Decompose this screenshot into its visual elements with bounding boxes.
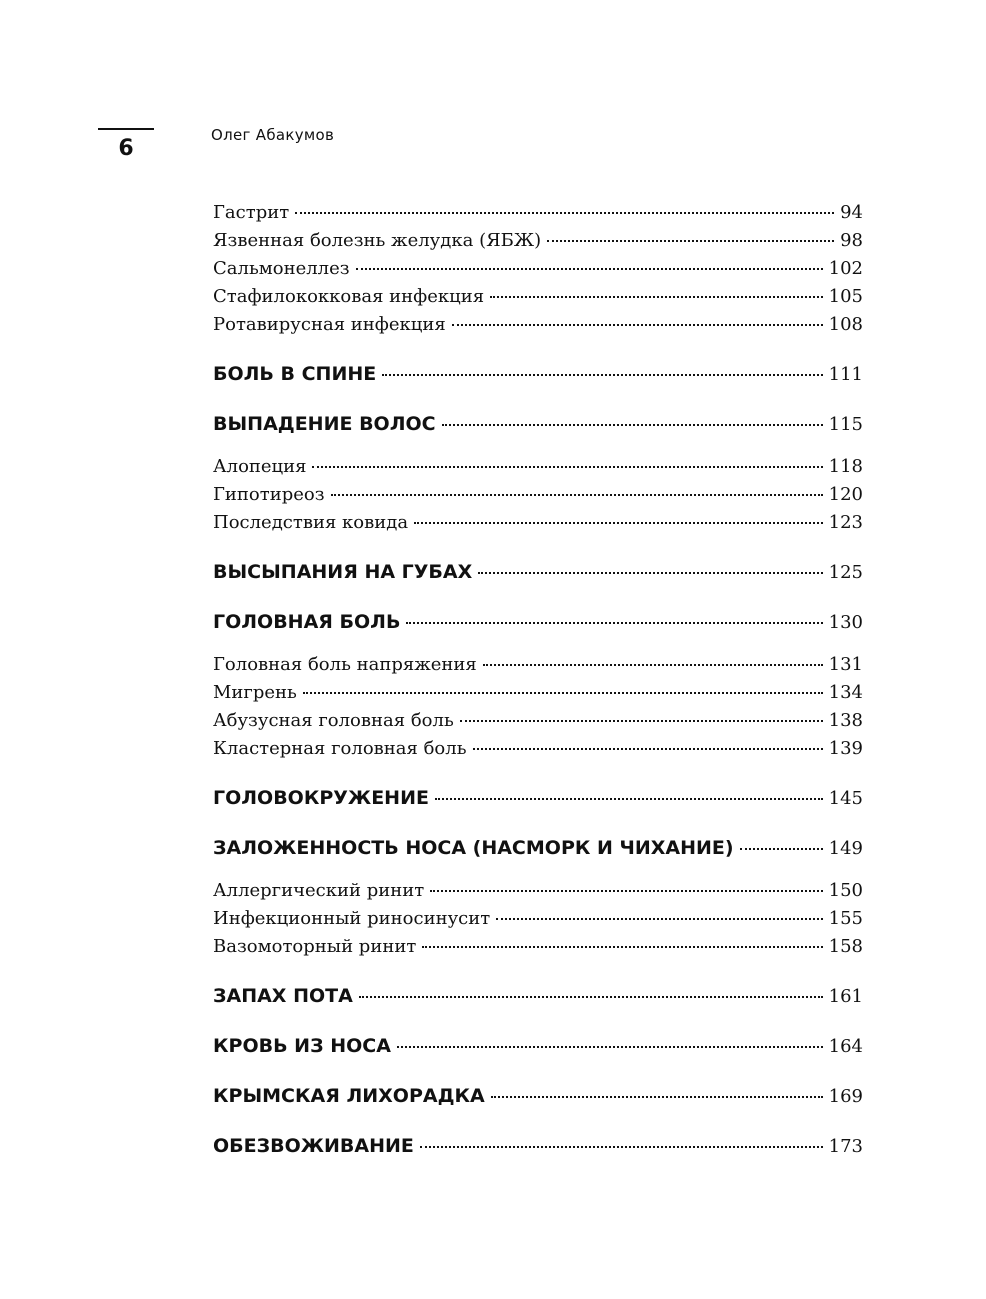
toc-entry-title: Язвенная болезнь желудка (ЯБЖ) xyxy=(213,230,542,251)
dot-leader xyxy=(295,212,834,214)
toc-entry-title: ЗАПАХ ПОТА xyxy=(213,985,353,1007)
page-number: 6 xyxy=(118,136,134,161)
toc-entry-page-number: 169 xyxy=(828,1086,863,1107)
toc-entry-page-number: 155 xyxy=(828,908,863,929)
dot-leader xyxy=(382,374,822,376)
toc-entry-title: ГОЛОВНАЯ БОЛЬ xyxy=(213,611,401,633)
dot-leader xyxy=(356,268,823,270)
toc-chapter-entry xyxy=(213,783,863,813)
toc-chapter-entry xyxy=(213,1031,863,1061)
toc-entry-page-number: 102 xyxy=(828,258,863,279)
toc-entry-title: КРЫМСКАЯ ЛИХОРАДКА xyxy=(213,1085,485,1107)
toc-entry-title: КРОВЬ ИЗ НОСА xyxy=(213,1035,391,1057)
dot-leader xyxy=(406,622,822,624)
toc-entry-title: Мигрень xyxy=(213,682,297,703)
dot-leader xyxy=(547,240,834,242)
toc-entry-title: БОЛЬ В СПИНЕ xyxy=(213,363,377,385)
toc-entry-page-number: 164 xyxy=(828,1036,863,1057)
dot-leader xyxy=(473,748,823,750)
dot-leader xyxy=(359,996,823,998)
toc-entry-title: Гастрит xyxy=(213,202,290,223)
toc-spacer xyxy=(213,587,863,607)
dot-leader xyxy=(420,1146,823,1148)
toc-spacer xyxy=(213,637,863,651)
toc-entry-title: ВЫСЫПАНИЯ НА ГУБАХ xyxy=(213,561,473,583)
dot-leader xyxy=(442,424,823,426)
toc-entry-title: Вазомоторный ринит xyxy=(213,936,417,957)
toc-chapter-entry xyxy=(213,1081,863,1111)
dot-leader xyxy=(478,572,822,574)
toc-spacer xyxy=(213,339,863,359)
toc-entry-title: Аллергический ринит xyxy=(213,880,425,901)
toc-subentry xyxy=(213,877,863,905)
toc-subentry xyxy=(213,707,863,735)
toc-entry-page-number: 123 xyxy=(828,512,863,533)
toc-entry-page-number: 134 xyxy=(828,682,863,703)
dot-leader xyxy=(740,848,823,850)
toc-entry-title: Абузусная головная боль xyxy=(213,710,454,731)
toc-entry-page-number: 120 xyxy=(828,484,863,505)
toc-subentry xyxy=(213,255,863,283)
toc-chapter-entry xyxy=(213,557,863,587)
toc-entry-page-number: 125 xyxy=(828,562,863,583)
toc-chapter-entry xyxy=(213,409,863,439)
toc-entry-page-number: 98 xyxy=(840,230,863,251)
toc-entry-title: Ротавирусная инфекция xyxy=(213,314,446,335)
toc-subentry xyxy=(213,453,863,481)
table-of-contents xyxy=(213,199,863,1161)
toc-chapter-entry xyxy=(213,833,863,863)
toc-entry-page-number: 118 xyxy=(828,456,863,477)
dot-leader xyxy=(414,522,823,524)
dot-leader xyxy=(496,918,822,920)
dot-leader xyxy=(430,890,822,892)
toc-entry-title: ГОЛОВОКРУЖЕНИЕ xyxy=(213,787,429,809)
dot-leader xyxy=(303,692,823,694)
dot-leader xyxy=(422,946,822,948)
toc-spacer xyxy=(213,961,863,981)
toc-chapter-entry xyxy=(213,359,863,389)
toc-entry-page-number: 115 xyxy=(828,414,863,435)
toc-subentry xyxy=(213,651,863,679)
dot-leader xyxy=(452,324,823,326)
toc-subentry xyxy=(213,905,863,933)
toc-entry-title: ЗАЛОЖЕННОСТЬ НОСА (НАСМОРК И ЧИХАНИЕ) xyxy=(213,837,734,859)
toc-spacer xyxy=(213,763,863,783)
toc-entry-page-number: 108 xyxy=(828,314,863,335)
toc-entry-title: Головная боль напряжения xyxy=(213,654,477,675)
toc-entry-page-number: 131 xyxy=(828,654,863,675)
toc-entry-page-number: 139 xyxy=(828,738,863,759)
toc-spacer xyxy=(213,439,863,453)
toc-chapter-entry xyxy=(213,981,863,1011)
page-number-rule xyxy=(98,128,154,130)
toc-entry-title: Сальмонеллез xyxy=(213,258,350,279)
dot-leader xyxy=(460,720,823,722)
toc-entry-page-number: 94 xyxy=(840,202,863,223)
toc-entry-title: ВЫПАДЕНИЕ ВОЛОС xyxy=(213,413,436,435)
toc-spacer xyxy=(213,389,863,409)
dot-leader xyxy=(435,798,823,800)
toc-entry-page-number: 161 xyxy=(828,986,863,1007)
toc-spacer xyxy=(213,1061,863,1081)
toc-spacer xyxy=(213,537,863,557)
toc-subentry xyxy=(213,199,863,227)
toc-entry-title: Гипотиреоз xyxy=(213,484,325,505)
toc-entry-title: Кластерная головная боль xyxy=(213,738,467,759)
dot-leader xyxy=(491,1096,823,1098)
toc-chapter-entry xyxy=(213,607,863,637)
dot-leader xyxy=(331,494,823,496)
dot-leader xyxy=(397,1046,823,1048)
toc-entry-title: Алопеция xyxy=(213,456,307,477)
dot-leader xyxy=(483,664,823,666)
dot-leader xyxy=(490,296,823,298)
toc-spacer xyxy=(213,1111,863,1131)
toc-subentry xyxy=(213,509,863,537)
toc-spacer xyxy=(213,813,863,833)
running-head-author: Олег Абакумов xyxy=(211,126,335,144)
toc-spacer xyxy=(213,863,863,877)
toc-subentry xyxy=(213,679,863,707)
toc-entry-page-number: 130 xyxy=(828,612,863,633)
toc-entry-title: Последствия ковида xyxy=(213,512,409,533)
toc-spacer xyxy=(213,1011,863,1031)
toc-entry-title: Стафилококковая инфекция xyxy=(213,286,485,307)
toc-subentry xyxy=(213,933,863,961)
toc-entry-page-number: 145 xyxy=(828,788,863,809)
toc-entry-page-number: 158 xyxy=(828,936,863,957)
toc-entry-page-number: 150 xyxy=(828,880,863,901)
toc-entry-page-number: 173 xyxy=(828,1136,863,1157)
toc-entry-page-number: 138 xyxy=(828,710,863,731)
toc-subentry xyxy=(213,311,863,339)
toc-chapter-entry xyxy=(213,1131,863,1161)
toc-entry-page-number: 149 xyxy=(828,838,863,859)
toc-entry-title: Инфекционный риносинусит xyxy=(213,908,491,929)
toc-subentry xyxy=(213,735,863,763)
toc-entry-page-number: 111 xyxy=(828,364,863,385)
toc-entry-page-number: 105 xyxy=(828,286,863,307)
dot-leader xyxy=(312,466,822,468)
toc-subentry xyxy=(213,283,863,311)
toc-subentry xyxy=(213,481,863,509)
toc-subentry xyxy=(213,227,863,255)
toc-entry-title: ОБЕЗВОЖИВАНИЕ xyxy=(213,1135,414,1157)
